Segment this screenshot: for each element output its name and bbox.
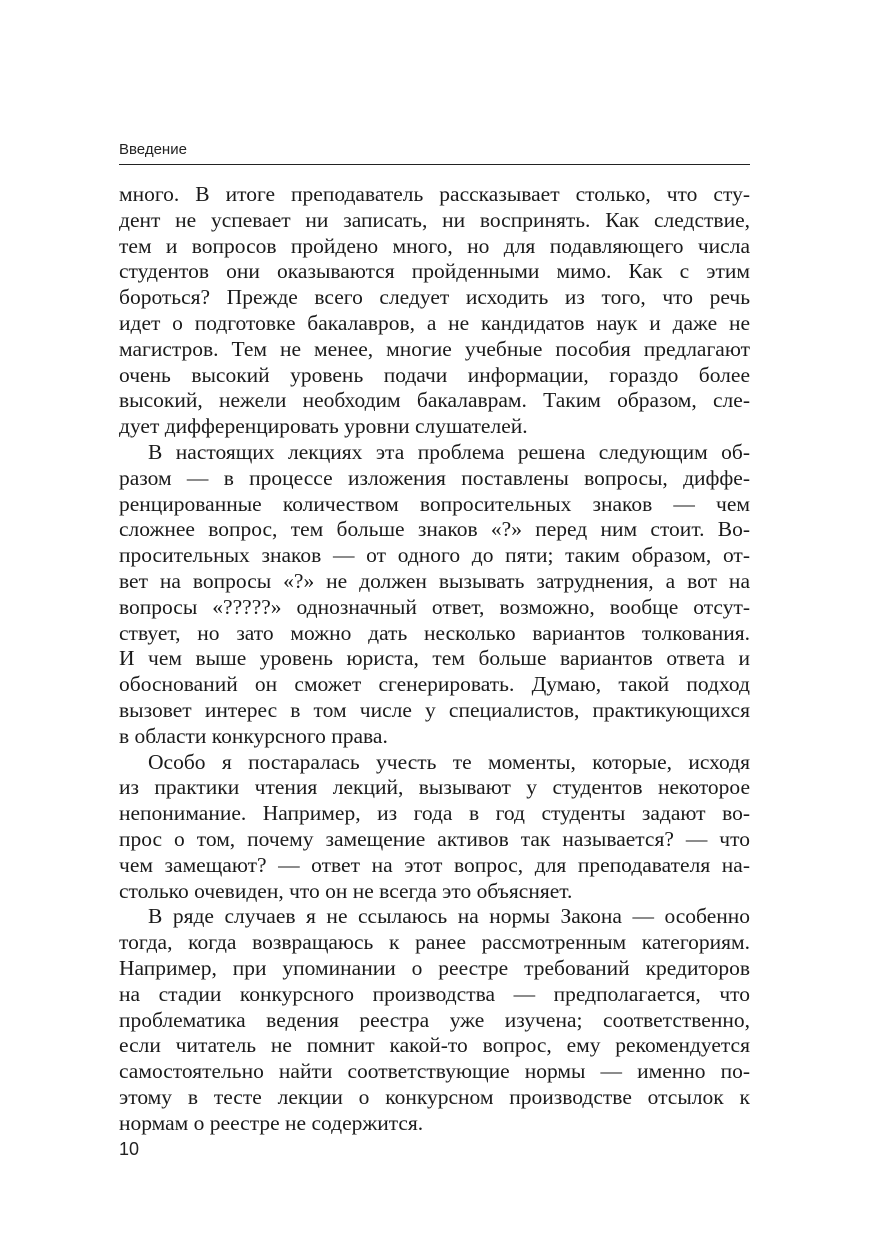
text-line: если читатель не помнит какой-то вопрос, ему рекомендуется (119, 1033, 750, 1058)
text-line: В настоящих лекциях эта проблема решена следующим об- (148, 439, 750, 464)
text-line: в области конкурсного права. (119, 723, 388, 748)
text-line: проблематика ведения реестра уже изучена; соответственно, (119, 1007, 750, 1032)
text-line: студентов они оказываются пройденными мимо. Как с этим (119, 259, 750, 284)
text-line: разом — в процессе изложения поставлены вопросы, диффе- (119, 465, 750, 490)
text-line: сложнее вопрос, тем больше знаков «?» перед ним стоит. Во- (119, 517, 750, 542)
body-text (119, 182, 750, 1136)
text-line: прос о том, почему замещение активов так называется? — что (119, 826, 750, 851)
text-line: магистров. Тем не менее, многие учебные пособия предлагают (119, 336, 750, 361)
text-line: ствует, но зато можно дать несколько вариантов толкования. (119, 620, 750, 645)
paragraph (119, 904, 750, 1136)
text-line: этому в тесте лекции о конкурсном производстве отсылок к (119, 1084, 750, 1109)
text-line: ренцированные количеством вопросительных знаков — чем (119, 491, 750, 516)
text-line: вет на вопросы «?» не должен вызывать затруднения, а вот на (119, 568, 750, 593)
header-divider (119, 164, 750, 165)
text-line: дует дифференцировать уровни слушателей. (119, 414, 528, 439)
text-line: В ряде случаев я не ссылаюсь на нормы Закона — особенно (148, 904, 750, 929)
text-line: дент не успевает ни записать, ни воспринять. Как следствие, (119, 207, 750, 232)
text-line: нормам о реестре не содержится. (119, 1110, 424, 1135)
text-line: Например, при упоминании о реестре требований кредиторов (119, 955, 750, 980)
text-line: Особо я постаралась учесть те моменты, которые, исходя (148, 749, 750, 774)
text-line: очень высокий уровень подачи информации, гораздо более (119, 362, 750, 387)
text-line: бороться? Прежде всего следует исходить из того, что речь (119, 285, 750, 310)
text-line: высокий, нежели необходим бакалаврам. Таким образом, сле- (119, 388, 750, 413)
text-line: на стадии конкурсного производства — предполагается, что (119, 981, 750, 1006)
text-line: тогда, когда возвращаюсь к ранее рассмотренным категориям. (119, 930, 750, 955)
text-line: самостоятельно найти соответствующие нормы — именно по- (119, 1059, 750, 1084)
paragraph (119, 750, 750, 905)
page-number: 10 (119, 1139, 140, 1159)
text-line: непонимание. Например, из года в год студенты задают во- (119, 801, 750, 826)
text-line: тем и вопросов пройдено много, но для подавляющего числа (119, 233, 750, 258)
text-line: вопросы «?????» однозначный ответ, возможно, вообще отсут- (119, 594, 750, 619)
running-header-title: Введение (119, 141, 187, 158)
text-line: обоснований он сможет сгенерировать. Думаю, такой подход (119, 672, 750, 697)
text-line: вызовет интерес в том числе у специалистов, практикующихся (119, 697, 750, 722)
text-line: просительных знаков — от одного до пяти; таким образом, от- (119, 543, 750, 568)
paragraph (119, 440, 750, 750)
text-line: чем замещают? — ответ на этот вопрос, для преподавателя на- (119, 852, 750, 877)
text-line: И чем выше уровень юриста, тем больше вариантов ответа и (119, 646, 750, 671)
text-line: много. В итоге преподаватель рассказывает столько, что сту- (119, 182, 750, 206)
paragraph (119, 182, 750, 440)
text-line: из практики чтения лекций, вызывают у студентов некоторое (119, 775, 750, 800)
text-line: столько очевиден, что он не всегда это объясняет. (119, 878, 573, 903)
text-line: идет о подготовке бакалавров, а не кандидатов наук и даже не (119, 310, 750, 335)
